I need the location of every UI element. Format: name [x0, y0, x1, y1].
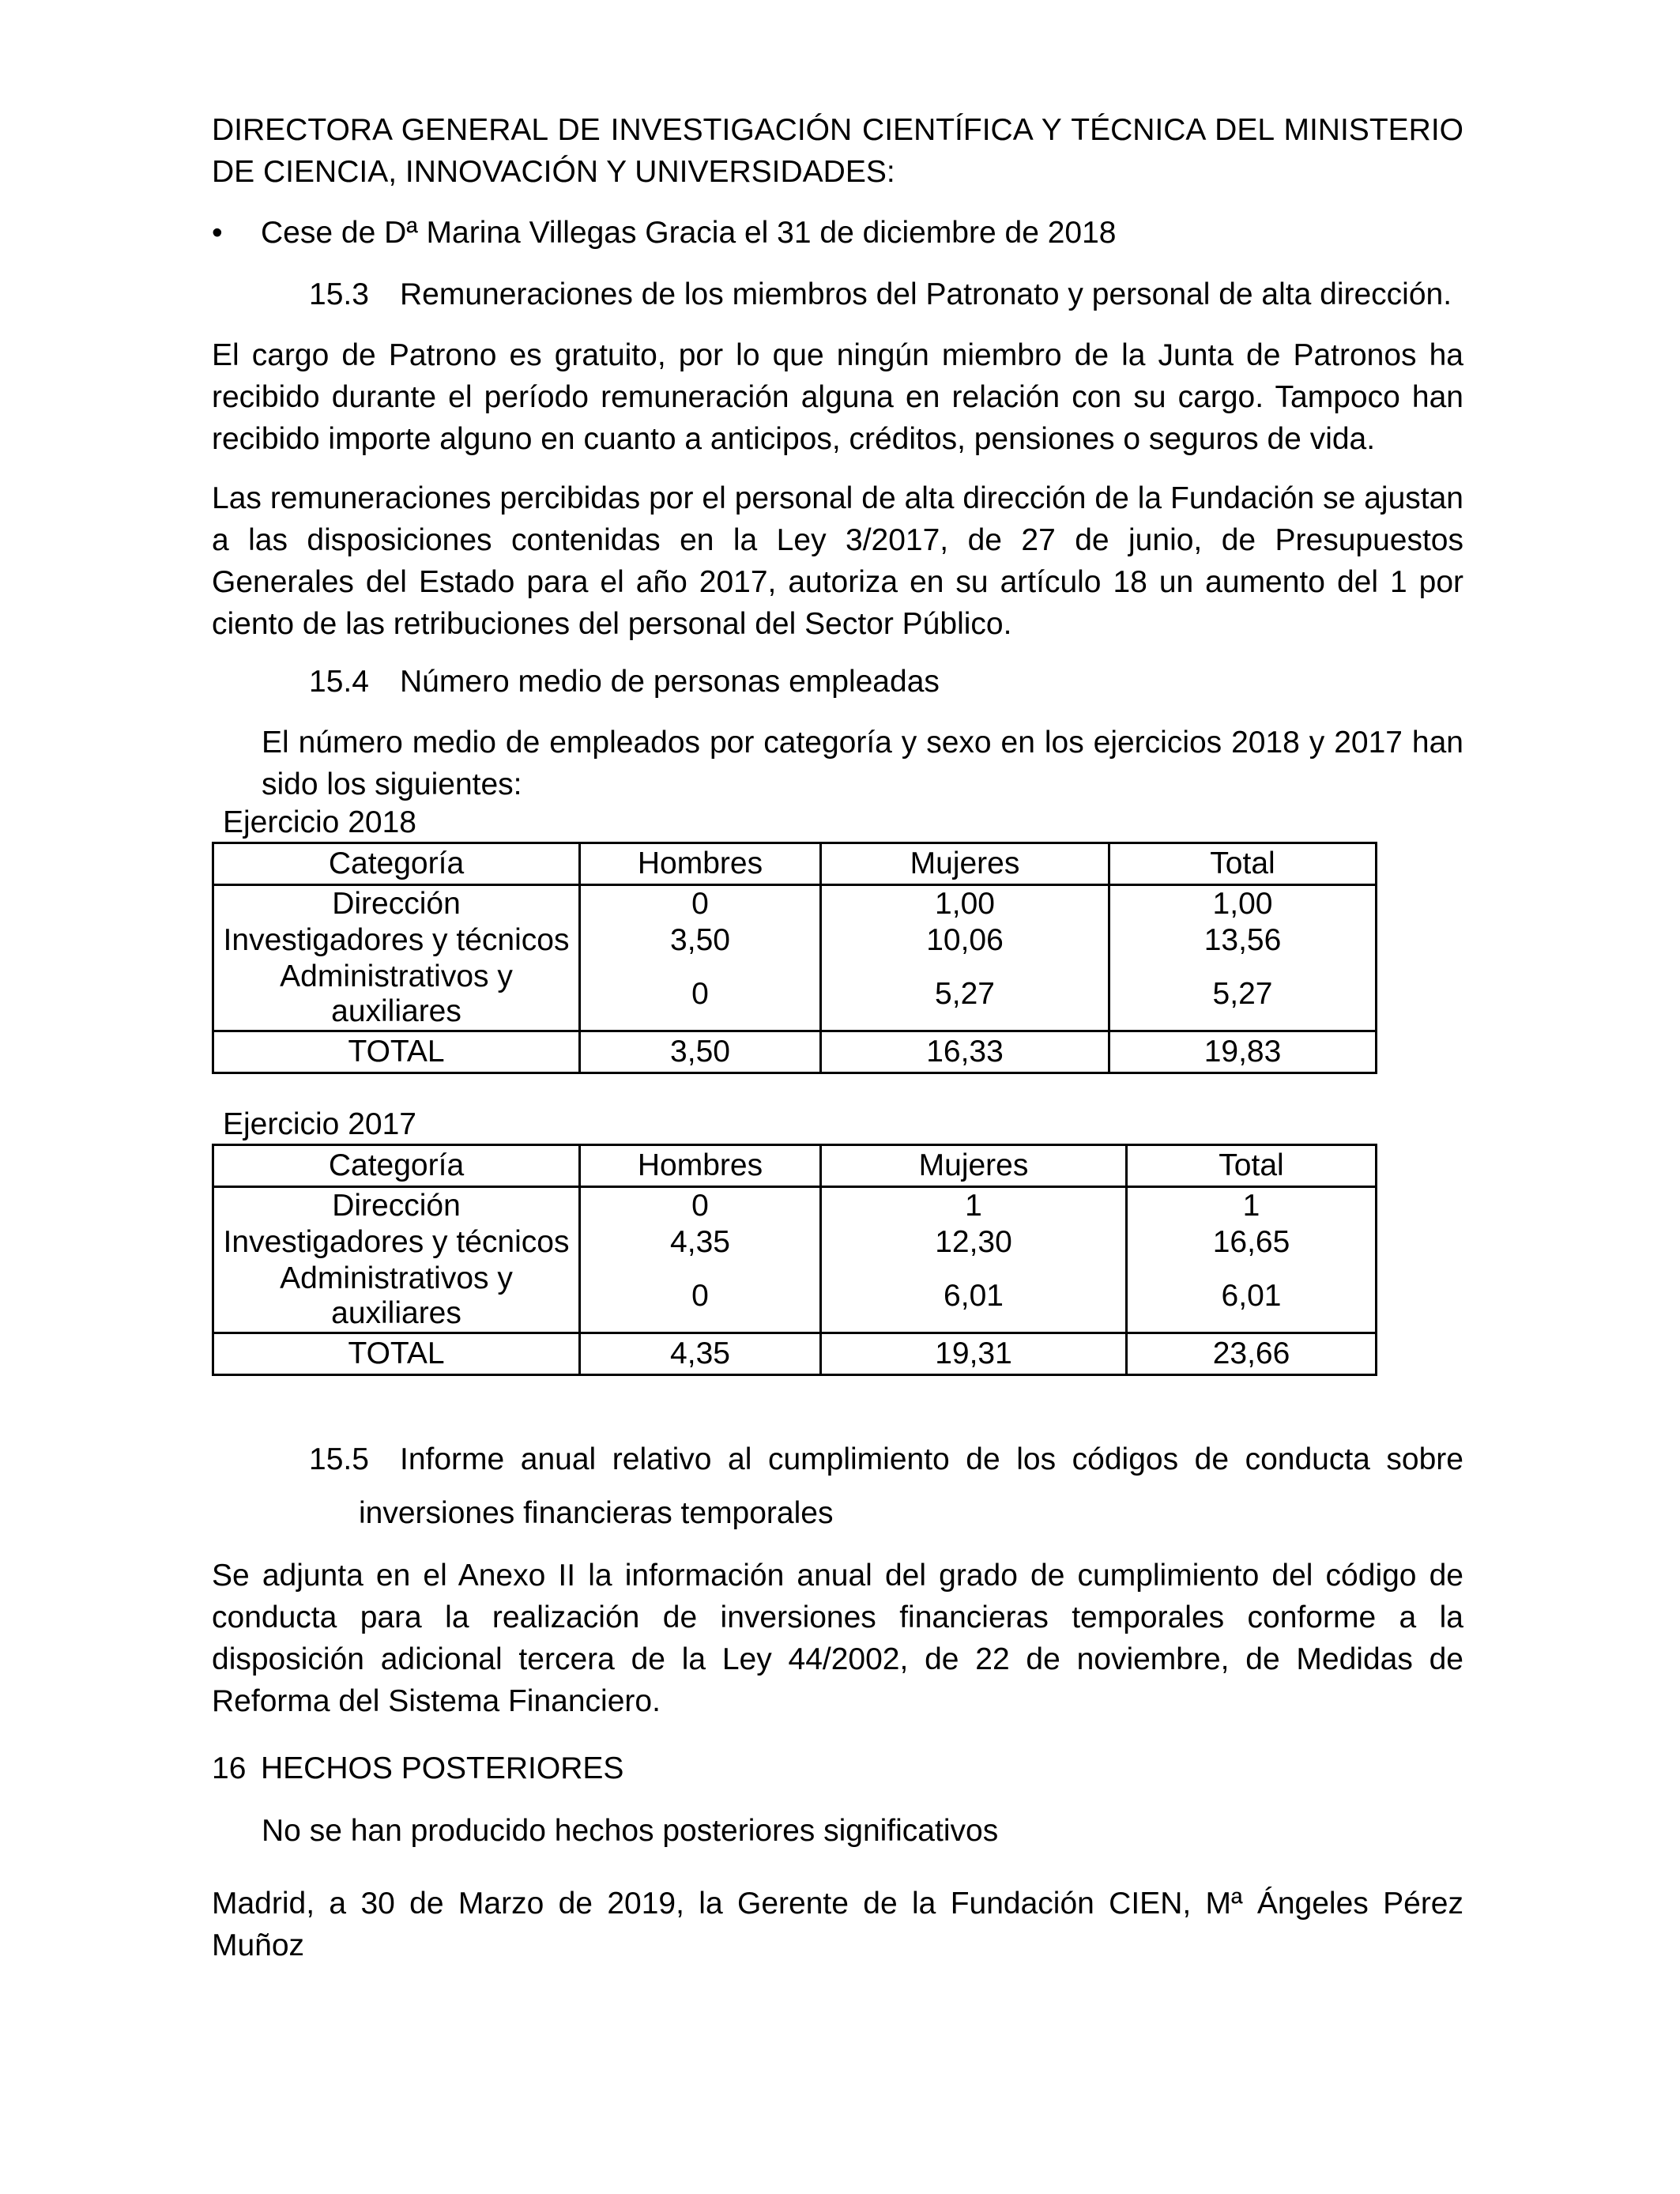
table-cell: 13,56: [1109, 922, 1377, 959]
paragraph-patrono: El cargo de Patrono es gratuito, por lo que ningún miembro de la Junta de Patronos ha recibido durante el período remuneración alguna en relación con su cargo. Tampoco han recibido importe alguno en cuanto a anticipos, créditos, pensiones o seguros de vida.: [212, 338, 1463, 456]
table-row: [213, 1224, 1377, 1261]
header-cell: Hombres: [580, 843, 821, 885]
table-cell: Investigadores y técnicos: [213, 1224, 580, 1261]
table-2017: [212, 1144, 1377, 1376]
bullet-text: Cese de Dª Marina Villegas Gracia el 31 de diciembre de 2018: [261, 216, 1117, 250]
table-row: [213, 1187, 1377, 1225]
table-total-row: [213, 1333, 1377, 1375]
section-15-4-heading: [309, 661, 1463, 703]
closing-signature: Madrid, a 30 de Marzo de 2019, la Gerente de la Fundación CIEN, Mª Ángeles Pérez Muñoz: [212, 1887, 1463, 1962]
table-cell: 1,00: [821, 885, 1109, 923]
section-number: 15.4: [309, 665, 369, 699]
table-cell: 16,65: [1127, 1224, 1377, 1261]
table-cell: 0: [580, 1187, 821, 1225]
section-15-3-heading: [309, 273, 1463, 315]
section-title-line2: inversiones financieras temporales: [359, 1496, 834, 1530]
table-cell: Dirección: [213, 885, 580, 923]
table-cell: 0: [580, 885, 821, 923]
section-number: 16: [212, 1751, 247, 1785]
table-cell: 19,83: [1109, 1031, 1377, 1073]
table-2017-label: Ejercicio 2017: [223, 1107, 416, 1141]
table-cell: TOTAL: [213, 1031, 580, 1073]
table-2018: [212, 842, 1377, 1074]
table-cell: 0: [580, 1261, 821, 1333]
table-cell: 1: [821, 1187, 1127, 1225]
table-cell: Dirección: [213, 1187, 580, 1225]
header-cell: Categoría: [213, 1145, 580, 1187]
heading-directora: DIRECTORA GENERAL DE INVESTIGACIÓN CIENTÍFICA Y TÉCNICA DEL MINISTERIO DE CIENCIA, INNOVACIÓN Y UNIVERSIDADES:: [212, 113, 1463, 189]
table-cell: Administrativos y auxiliares: [213, 959, 580, 1031]
section-title-line1: Informe anual relativo al cumplimiento de los códigos de conducta sobre: [400, 1442, 1463, 1476]
paragraph-remuneraciones: Las remuneraciones percibidas por el personal de alta dirección de la Fundación se ajustan a las disposiciones contenidas en la Ley 3/2017, de 27 de junio, de Presupuestos Generales del Estado para el año 2017, autoriza en su artículo 18 un aumento del 1 por ciento de las retribuciones del personal del Sector Público.: [212, 481, 1463, 641]
table-row: [213, 922, 1377, 959]
table-cell: 4,35: [580, 1333, 821, 1375]
table-cell: 5,27: [1109, 959, 1377, 1031]
header-cell: Mujeres: [821, 1145, 1127, 1187]
section-number: 15.3: [309, 277, 369, 311]
section-title: Número medio de personas empleadas: [400, 665, 940, 699]
table-cell: 4,35: [580, 1224, 821, 1261]
table-cell: 23,66: [1127, 1333, 1377, 1375]
header-cell: Hombres: [580, 1145, 821, 1187]
section-title: HECHOS POSTERIORES: [261, 1751, 624, 1785]
table-cell: 10,06: [821, 922, 1109, 959]
table-cell: 19,31: [821, 1333, 1127, 1375]
section-15-5-heading: [309, 1438, 1463, 1480]
table-cell: 6,01: [821, 1261, 1127, 1333]
header-cell: Total: [1109, 843, 1377, 885]
table-cell: 6,01: [1127, 1261, 1377, 1333]
table-cell: Administrativos y auxiliares: [213, 1261, 580, 1333]
paragraph-hechos: No se han producido hechos posteriores significativos: [262, 1814, 999, 1848]
header-cell: Mujeres: [821, 843, 1109, 885]
table-2018-label: Ejercicio 2018: [223, 805, 416, 839]
table-row: [213, 959, 1377, 1031]
table-header-row: [213, 1145, 1377, 1187]
section-title: Remuneraciones de los miembros del Patronato y personal de alta dirección.: [400, 277, 1452, 311]
table-cell: 0: [580, 959, 821, 1031]
table-cell: TOTAL: [213, 1333, 580, 1375]
table-cell: 1: [1127, 1187, 1377, 1225]
table-cell: 12,30: [821, 1224, 1127, 1261]
section-number: 15.5: [309, 1442, 369, 1476]
table-cell: 1,00: [1109, 885, 1377, 923]
header-cell: Total: [1127, 1145, 1377, 1187]
table-row: [213, 1261, 1377, 1333]
table-row: [213, 885, 1377, 923]
table-cell: 5,27: [821, 959, 1109, 1031]
bullet-icon: •: [212, 216, 223, 250]
header-cell: Categoría: [213, 843, 580, 885]
table-cell: 16,33: [821, 1031, 1109, 1073]
section-16-heading: [212, 1747, 1463, 1789]
table-cell: 3,50: [580, 922, 821, 959]
paragraph-intro-empleados: El número medio de empleados por categoría y sexo en los ejercicios 2018 y 2017 han sido los siguientes:: [262, 726, 1463, 801]
table-total-row: [213, 1031, 1377, 1073]
paragraph-anexo: Se adjunta en el Anexo II la información anual del grado de cumplimiento del código de conducta para la realización de inversiones financieras temporales conforme a la disposición adicional tercera de la Ley 44/2002, de 22 de noviembre, de Medidas de Reforma del Sistema Financiero.: [212, 1559, 1463, 1718]
table-cell: Investigadores y técnicos: [213, 922, 580, 959]
bullet-item: [212, 212, 1463, 254]
table-header-row: [213, 843, 1377, 885]
table-cell: 3,50: [580, 1031, 821, 1073]
